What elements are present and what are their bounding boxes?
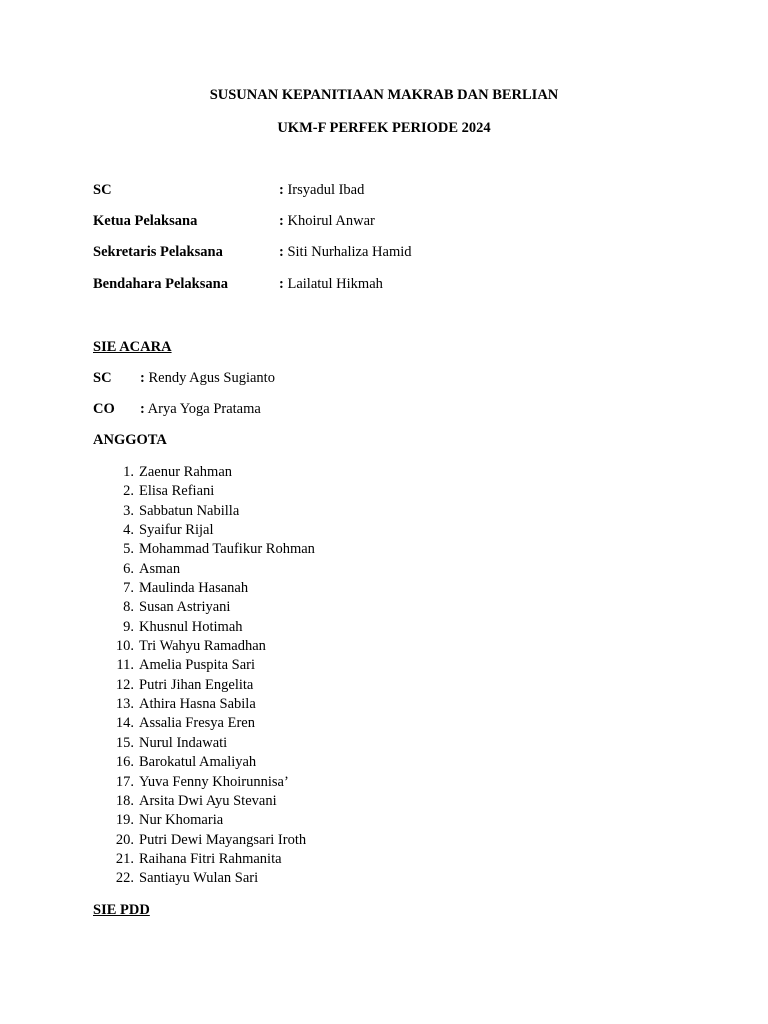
list-item-name: Maulinda Hasanah xyxy=(139,580,249,597)
list-item-number: 12. xyxy=(115,676,134,693)
officer-name: Irsyadul Ibad xyxy=(287,182,365,198)
sie-colon: : xyxy=(140,401,145,417)
sie-acara-sc-row xyxy=(93,370,275,387)
officer-colon: : xyxy=(279,244,284,260)
sie-role: SC xyxy=(93,370,112,386)
list-item-number: 13. xyxy=(115,696,134,713)
list-item-name: Susan Astriyani xyxy=(139,599,231,616)
list-item-number: 22. xyxy=(115,870,134,887)
list-item-name: Syaifur Rijal xyxy=(139,522,214,539)
officer-colon: : xyxy=(279,182,284,198)
officer-colon: : xyxy=(279,213,284,229)
list-item-name: Elisa Refiani xyxy=(139,483,215,500)
list-item-name: Sabbatun Nabilla xyxy=(139,502,240,519)
list-item-name: Putri Dewi Mayangsari Iroth xyxy=(139,831,307,848)
officer-row-ketua xyxy=(93,213,375,230)
sie-acara-co-row xyxy=(93,401,261,418)
officer-role: Ketua Pelaksana xyxy=(93,213,198,229)
list-item-name: Mohammad Taufikur Rohman xyxy=(139,541,315,558)
list-item-number: 9. xyxy=(123,618,134,635)
list-item-number: 17. xyxy=(115,773,134,790)
section-heading-sie-acara: SIE ACARA xyxy=(93,339,172,355)
officer-name: Khoirul Anwar xyxy=(287,213,375,229)
officer-name: Lailatul Hikmah xyxy=(287,276,383,292)
list-item-name: Putri Jihan Engelita xyxy=(139,676,254,693)
officer-role: Bendahara Pelaksana xyxy=(93,276,228,292)
sie-role: CO xyxy=(93,401,115,417)
list-item-number: 2. xyxy=(123,483,134,500)
list-item-name: Assalia Fresya Eren xyxy=(139,715,255,732)
list-item-number: 1. xyxy=(123,464,134,480)
officer-row-bendahara xyxy=(93,276,383,293)
list-item-number: 21. xyxy=(115,850,134,867)
list-item-name: Athira Hasna Sabila xyxy=(139,696,256,713)
list-item-name: Arsita Dwi Ayu Stevani xyxy=(139,792,277,809)
list-item-name: Barokatul Amaliyah xyxy=(139,754,257,771)
list-item-name: Tri Wahyu Ramadhan xyxy=(139,638,266,655)
list-item-number: 20. xyxy=(115,831,134,848)
list-item-number: 6. xyxy=(123,560,134,577)
list-item-number: 15. xyxy=(115,734,134,751)
list-item-number: 14. xyxy=(115,715,134,732)
officer-row-sc xyxy=(93,182,364,199)
list-item-number: 18. xyxy=(115,792,134,809)
list-item-number: 10. xyxy=(115,638,134,655)
list-item-number: 16. xyxy=(115,754,134,771)
list-item-name: Zaenur Rahman xyxy=(139,464,233,480)
list-item-number: 5. xyxy=(123,541,134,558)
officer-role: Sekretaris Pelaksana xyxy=(93,244,223,260)
list-item-number: 11. xyxy=(116,657,134,674)
list-item-name: Asman xyxy=(139,560,181,577)
officer-row-sekretaris xyxy=(93,244,412,261)
anggota-label: ANGGOTA xyxy=(93,432,167,448)
list-item-name: Raihana Fitri Rahmanita xyxy=(139,850,282,867)
list-item-name: Amelia Puspita Sari xyxy=(139,657,255,674)
list-item-name: Nurul Indawati xyxy=(139,734,228,751)
officer-name: Siti Nurhaliza Hamid xyxy=(287,244,412,260)
list-item-name: Khusnul Hotimah xyxy=(139,618,243,635)
list-item-number: 19. xyxy=(115,812,134,829)
document-title: SUSUNAN KEPANITIAAN MAKRAB DAN BERLIAN xyxy=(209,87,559,103)
list-item-number: 7. xyxy=(123,580,134,597)
officer-role: SC xyxy=(93,182,112,198)
list-item-number: 8. xyxy=(123,599,134,616)
list-item-number: 3. xyxy=(123,502,134,519)
sie-name: Arya Yoga Pratama xyxy=(147,401,261,417)
sie-name: Rendy Agus Sugianto xyxy=(148,370,275,386)
list-item-name: Yuva Fenny Khoirunnisa’ xyxy=(139,773,289,790)
list-item-name: Santiayu Wulan Sari xyxy=(139,870,259,887)
list-item-name: Nur Khomaria xyxy=(139,812,224,829)
section-heading-sie-pdd: SIE PDD xyxy=(93,902,150,918)
list-item-number: 4. xyxy=(123,522,134,539)
document-subtitle: UKM-F PERFEK PERIODE 2024 xyxy=(277,120,491,136)
sie-colon: : xyxy=(140,370,145,386)
officer-colon: : xyxy=(279,276,284,292)
